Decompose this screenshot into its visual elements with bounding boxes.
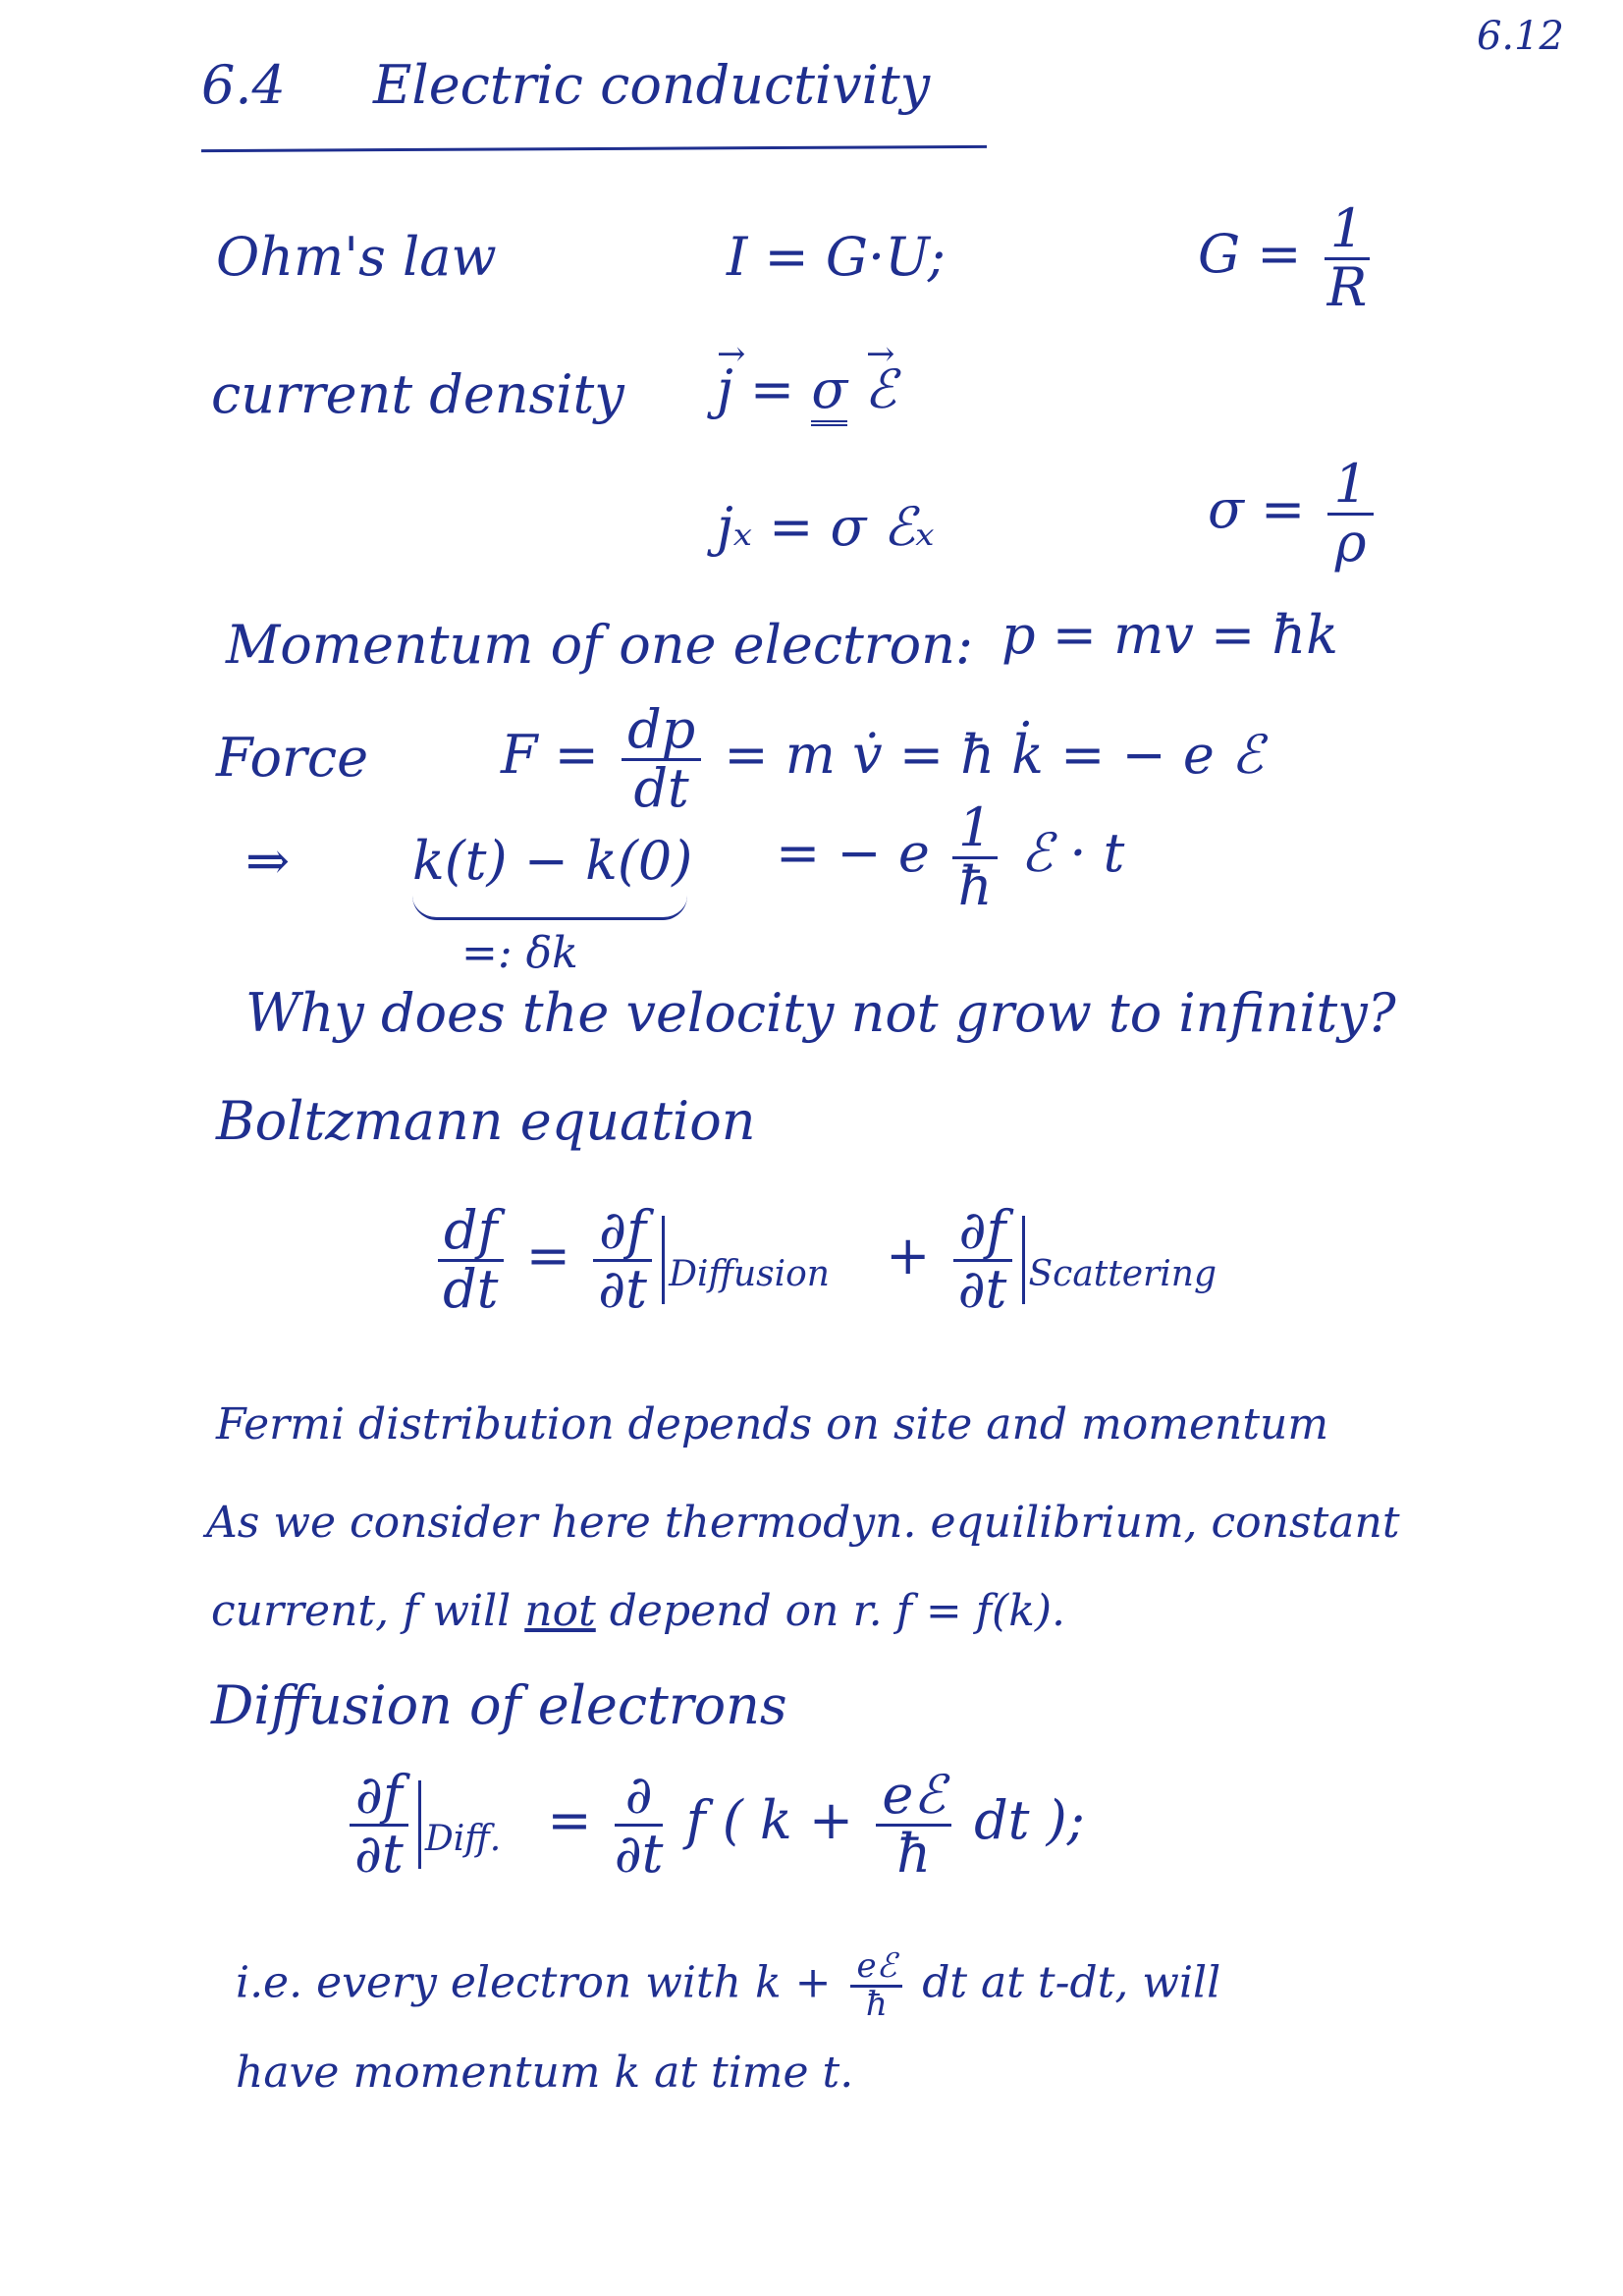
force-equation: F = $\frac{dp}{dt}$ = m v̇ = ħ k̇ = − e ℰ	[501, 698, 1264, 819]
component-equation: jₓ = σ ℰₓ	[717, 496, 935, 558]
momentum-label: Momentum of one electron:	[226, 614, 974, 676]
text-line-1: Fermi distribution depends on site and momentum	[216, 1399, 1329, 1449]
section-title: Electric conductivity	[373, 54, 931, 116]
boltzmann-title: Boltzmann equation	[216, 1090, 756, 1152]
ohms-law-equation: I = G·U;	[727, 226, 946, 288]
conductance-equation: G = $\frac{1}{R}$	[1198, 201, 1376, 315]
momentum-change-result: = − e $\frac{1}{ħ}$ ℰ · t	[776, 796, 1125, 917]
diffusion-equation: $\frac{\partial f}{\partial t}$ $_{Diff.}$ = $\frac{\partial}{\partial t}$ f ( k + $\frac{\text{eℰ}}{ħ}$ dt );	[344, 1768, 1085, 1882]
section-number: 6.4	[201, 54, 286, 116]
delta-k-definition: =: δk	[461, 928, 578, 978]
resistivity-equation: σ = $\frac{1}{\rho}$	[1208, 457, 1380, 571]
boltzmann-equation: $\frac{df}{dt}$ = $\frac{\partial f}{\partial t}$ $_{Diffusion}$ + $\frac{\partial f}{\partial t}$ $_{Scattering}$	[432, 1203, 1217, 1317]
page-number: 6.12	[1476, 14, 1564, 59]
diffusion-title: Diffusion of electrons	[211, 1674, 787, 1736]
text-line-2: As we consider here thermodyn. equilibrium, constant	[206, 1498, 1400, 1548]
force-label: Force	[216, 727, 369, 789]
momentum-equation: p = mv = ħk	[1001, 604, 1338, 666]
underbrace	[412, 896, 687, 920]
ie-line-2: have momentum k at time t.	[236, 2048, 854, 2098]
current-density-equation: → j = σ → ℰ	[717, 358, 896, 420]
ie-line-1: i.e. every electron with k + $\frac{\text{eℰ}}{ħ}$ dt at t-dt, will	[236, 1946, 1221, 2024]
velocity-question: Why does the velocity not grow to infinity?	[245, 982, 1396, 1044]
text-line-3: current, f will not depend on r. f = f(k).	[211, 1586, 1066, 1636]
ohms-law-label: Ohm's law	[216, 226, 497, 288]
current-density-label: current density	[211, 363, 624, 425]
momentum-change: k(t) − k(0)	[412, 830, 693, 892]
conductance-fraction: $\frac{1}{R}$	[1325, 201, 1370, 315]
implies-arrow: ⇒	[245, 830, 291, 892]
heading-underline	[201, 145, 987, 152]
